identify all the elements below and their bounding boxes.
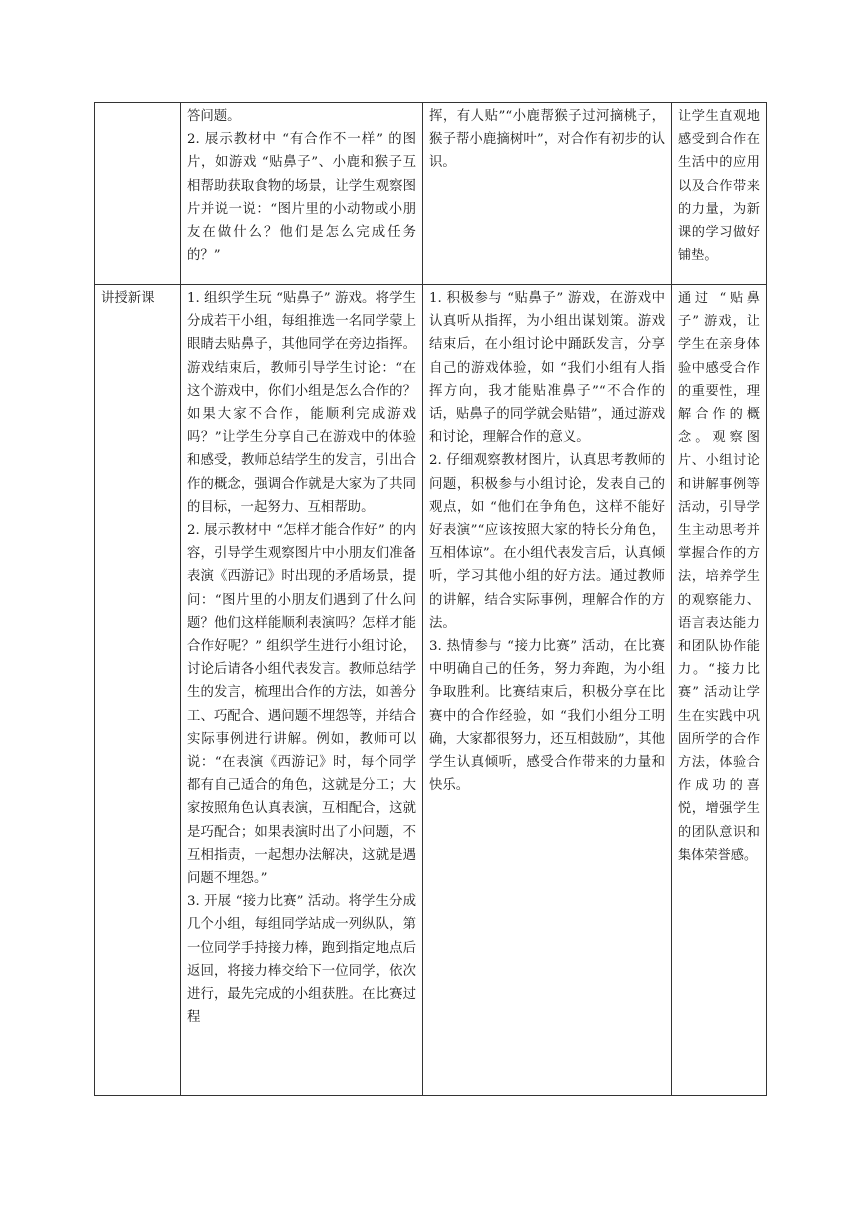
teacher-activity-text: 2. 展示教材中 “有合作不一样” 的图片，如游戏 “贴鼻子”、小鹿和猴子互相帮助获取食物的场景，让学生观察图片并说一说：“图片里的小动物或小朋友在做什么？他们是怎么完成任务的？” — [187, 132, 416, 264]
student-activity-text: 2. 仔细观察教材图片，认真思考教师的问题，积极参与小组讨论，发表自己的观点，如 “他们在争角色，这样不能好好表演”“应该按照大家的特长分角色，互相体谅”。在小组代表发言后，认真倾听，学习其他小组的好方法。通过教师的讲解，结合实际事例，理解合作的方法。 — [429, 453, 665, 631]
teacher-activity-cell — [181, 285, 423, 1096]
student-activity-text: 1. 积极参与 “贴鼻子” 游戏，在游戏中认真听从指挥，为小组出谋划策。游戏结束后，在小组讨论中踊跃发言，分享自己的游戏体验，如 “我们小组有人指挥方向，我才能贴准鼻子”“不合作的话，贴鼻子的同学就会贴错”，通过游戏和讨论，理解合作的意义。 — [429, 291, 665, 446]
student-activity-cell — [423, 103, 672, 285]
design-intent-text: 通过 “贴鼻子” 游戏，让学生在亲身体验中感受合作的重要性，理解合作的概念。观察图片、小组讨论和讲解事例等活动，引导学生主动思考并掌握合作的方法，培养学生的观察能力、语言表达能力和团队协作能力。“接力比赛” 活动让学生在实践中巩固所学的合作方法，体验合作成功的喜悦，增强学生的团队意识和集体荣誉感。 — [678, 291, 760, 863]
design-intent-cell — [672, 285, 767, 1096]
step-cell — [95, 285, 181, 1096]
teacher-activity-text: 1. 组织学生玩 “贴鼻子” 游戏。将学生分成若干小组，每组推选一名同学蒙上眼睛去贴鼻子，其他同学在旁边指挥。游戏结束后，教师引导学生讨论：“在这个游戏中，你们小组是怎么合作的？如果大家不合作，能顺利完成游戏吗？”让学生分享自己在游戏中的体验和感受，教师总结学生的发言，引出合作的概念，强调合作就是大家为了共同的目标，一起努力、互相帮助。 — [187, 291, 416, 515]
table-row — [95, 285, 767, 1096]
lesson-plan-table — [94, 102, 767, 1096]
teacher-activity-text: 3. 开展 “接力比赛” 活动。将学生分成几个小组，每组同学站成一列纵队，第一位同学手持接力棒，跑到指定地点后返回，将接力棒交给下一位同学，依次进行，最先完成的小组获胜。在比赛过程 — [187, 894, 416, 1026]
student-activity-text: 3. 热情参与 “接力比赛” 活动，在比赛中明确自己的任务，努力奔跑，为小组争取胜利。比赛结束后，积极分享在比赛中的合作经验，如 “我们小组分工明确，大家都很努力，还互相鼓励”，其他学生认真倾听，感受合作带来的力量和快乐。 — [429, 639, 665, 794]
table-row — [95, 103, 767, 285]
teacher-activity-text: 2. 展示教材中 “怎样才能合作好” 的内容，引导学生观察图片中小朋友们准备表演《西游记》时出现的矛盾场景，提问：“图片里的小朋友们遇到了什么问题？他们这样能顺利表演吗？怎样才能合作好呢？” 组织学生进行小组讨论，讨论后请各小组代表发言。教师总结学生的发言，梳理出合作的方法，如善分工、巧配合、遇问题不埋怨等，并结合实际事例进行讲解。例如，教师可以说：“在表演《西游记》时，每个同学都有自己适合的角色，这就是分工；大家按照角色认真表演，互相配合，这就是巧配合；如果表演时出了小问题，不互相指责，一起想办法解决，这就是遇问题不埋怨。” — [187, 523, 416, 887]
student-activity-cell — [423, 285, 672, 1096]
teacher-activity-text: 答问题。 — [187, 109, 241, 124]
design-intent-text: 让学生直观地感受到合作在生活中的应用以及合作带来的力量，为新课的学习做好铺垫。 — [678, 109, 760, 264]
step-label: 讲授新课 — [101, 291, 155, 306]
design-intent-cell — [672, 103, 767, 285]
teacher-activity-cell — [181, 103, 423, 285]
student-activity-text: 挥，有人贴”“小鹿帮猴子过河摘桃子，猴子帮小鹿摘树叶”，对合作有初步的认识。 — [429, 109, 665, 171]
step-cell — [95, 103, 181, 285]
